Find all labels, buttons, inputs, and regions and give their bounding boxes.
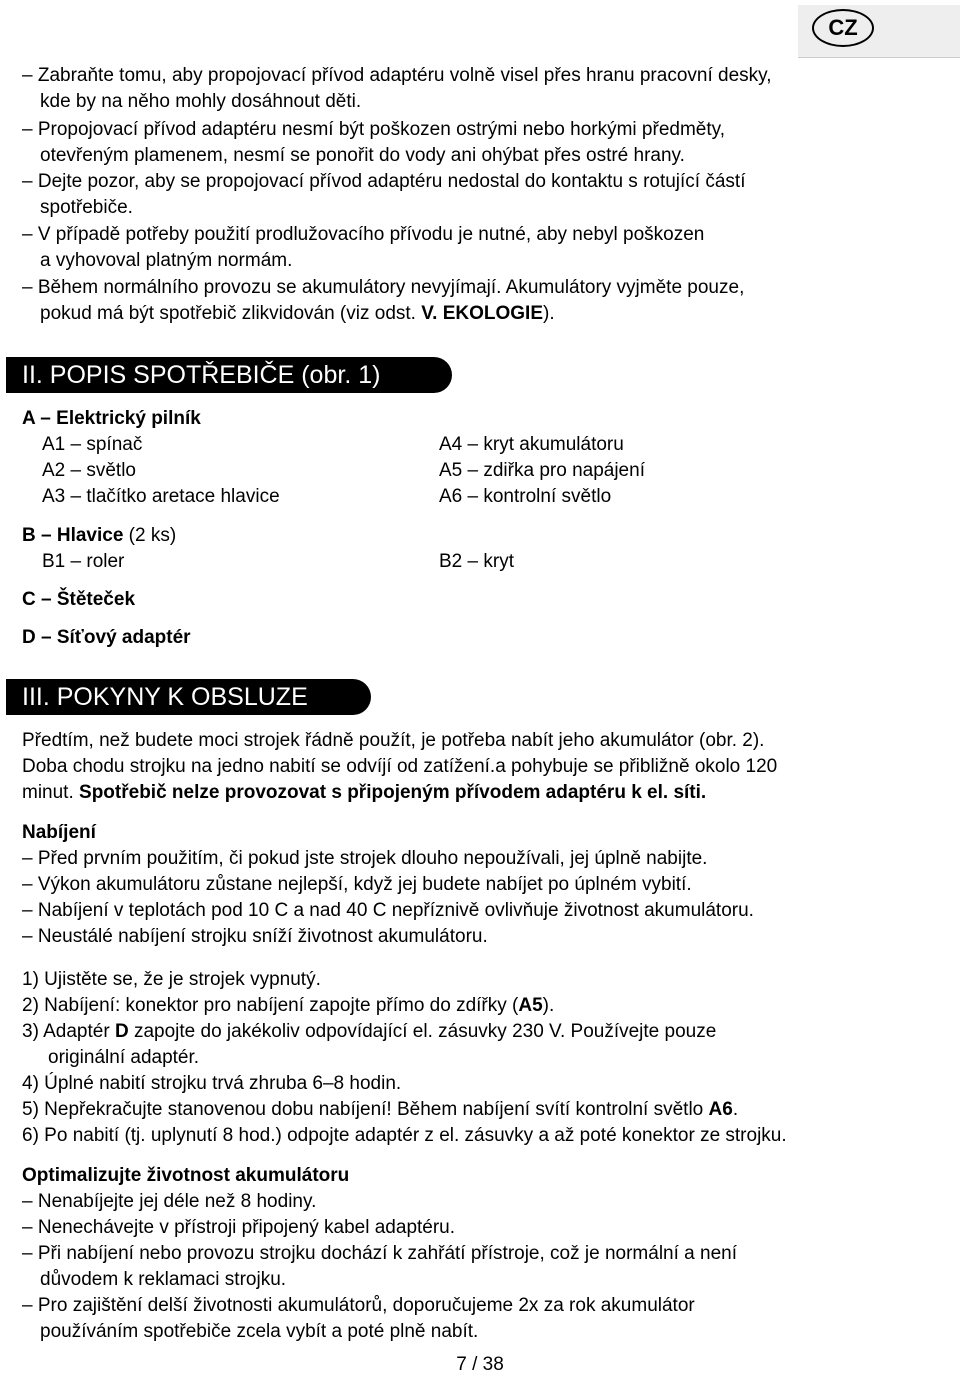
- optimize-heading: Optimalizujte životnost akumulátoru: [22, 1165, 350, 1186]
- safety-item-5-cont: pokud má být spotřebič zlikvidován (viz odst. V. EKOLOGIE).: [40, 303, 555, 324]
- part-A5: A5 – zdiřka pro napájení: [439, 460, 645, 481]
- optimize-item-3-cont: důvodem k reklamaci strojku.: [40, 1269, 287, 1290]
- safety-item-2: – Propojovací přívod adaptéru nesmí být poškozen ostrými nebo horkými předměty,: [22, 119, 725, 140]
- charging-item-3: – Nabíjení v teplotách pod 10 C a nad 40 C nepříznivě ovlivňuje životnost akumulátoru.: [22, 900, 754, 921]
- step-3-cont: originální adaptér.: [48, 1047, 200, 1068]
- optimize-item-3: – Při nabíjení nebo provozu strojku dochází k zahřátí přístroje, což je normální a není: [22, 1243, 737, 1264]
- intro-line-2: Doba chodu strojku na jedno nabití se odvíjí od zatížení.a pohybuje se přibližně okolo 120: [22, 756, 778, 777]
- step-4: 4) Úplné nabití strojku trvá zhruba 6–8 hodin.: [22, 1073, 402, 1094]
- safety-item-3-cont: spotřebiče.: [40, 197, 133, 218]
- section-heading-operation: III. POKYNY K OBSLUZE: [6, 679, 371, 715]
- part-A2: A2 – světlo: [42, 460, 136, 481]
- optimize-item-4-cont: používáním spotřebiče zcela vybít a poté plně nabít.: [40, 1321, 479, 1342]
- part-B: B – Hlavice (2 ks): [22, 525, 177, 546]
- part-B1: B1 – roler: [42, 551, 125, 572]
- safety-item-1: – Zabraňte tomu, aby propojovací přívod adaptéru volně visel přes hranu pracovní desky,: [22, 65, 772, 86]
- safety-item-1-cont: kde by na něho mohly dosáhnout děti.: [40, 91, 362, 112]
- step-2: 2) Nabíjení: konektor pro nabíjení zapojte přímo do zdířky (A5).: [22, 995, 555, 1016]
- intro-line-3: minut. Spotřebič nelze provozovat s připojeným přívodem adaptéru k el. síti.: [22, 782, 707, 803]
- part-D: D – Síťový adaptér: [22, 627, 191, 648]
- section-heading-description: II. POPIS SPOTŘEBIČE (obr. 1): [6, 357, 452, 393]
- part-A: A – Elektrický pilník: [22, 408, 201, 429]
- charging-heading: Nabíjení: [22, 822, 96, 843]
- charging-item-4: – Neustálé nabíjení strojku sníží životnost akumulátoru.: [22, 926, 488, 947]
- optimize-item-2: – Nenechávejte v přístroji připojený kabel adaptéru.: [22, 1217, 456, 1238]
- optimize-item-4: – Pro zajištění delší životnosti akumulátorů, doporučujeme 2x za rok akumulátor: [22, 1295, 695, 1316]
- language-badge: CZ: [812, 9, 874, 47]
- optimize-item-1: – Nenabíjejte jej déle než 8 hodiny.: [22, 1191, 317, 1212]
- safety-item-4-cont: a vyhovoval platným normám.: [40, 250, 293, 271]
- safety-item-2-cont: otevřeným plamenem, nesmí se ponořit do vody ani ohýbat přes ostré hrany.: [40, 145, 685, 166]
- step-1: 1) Ujistěte se, že je strojek vypnutý.: [22, 969, 321, 990]
- part-A1: A1 – spínač: [42, 434, 143, 455]
- part-B2: B2 – kryt: [439, 551, 514, 572]
- part-C: C – Štěteček: [22, 589, 136, 610]
- charging-item-1: – Před prvním použitím, či pokud jste strojek dlouho nepoužívali, jej úplně nabijte.: [22, 848, 708, 869]
- part-A6: A6 – kontrolní světlo: [439, 486, 612, 507]
- part-A3: A3 – tlačítko aretace hlavice: [42, 486, 280, 507]
- step-3: 3) Adaptér D zapojte do jakékoliv odpovídající el. zásuvky 230 V. Používejte pouze: [22, 1021, 717, 1042]
- charging-item-2: – Výkon akumulátoru zůstane nejlepší, když jej budete nabíjet po úplném vybití.: [22, 874, 692, 895]
- step-6: 6) Po nabití (tj. uplynutí 8 hod.) odpojte adaptér z el. zásuvky a až poté konektor ze strojku.: [22, 1125, 787, 1146]
- safety-item-4: – V případě potřeby použití prodlužovacího přívodu je nutné, aby nebyl poškozen: [22, 224, 705, 245]
- step-5: 5) Nepřekračujte stanovenou dobu nabíjení! Během nabíjení svítí kontrolní světlo A6.: [22, 1099, 739, 1120]
- part-A4: A4 – kryt akumulátoru: [439, 434, 624, 455]
- safety-item-3: – Dejte pozor, aby se propojovací přívod adaptéru nedostal do kontaktu s rotující částí: [22, 171, 746, 192]
- safety-item-5: – Během normálního provozu se akumulátory nevyjímají. Akumulátory vyjměte pouze,: [22, 277, 745, 298]
- intro-line-1: Předtím, než budete moci strojek řádně použít, je potřeba nabít jeho akumulátor (obr. 2).: [22, 730, 765, 751]
- page-number: 7 / 38: [456, 1354, 504, 1375]
